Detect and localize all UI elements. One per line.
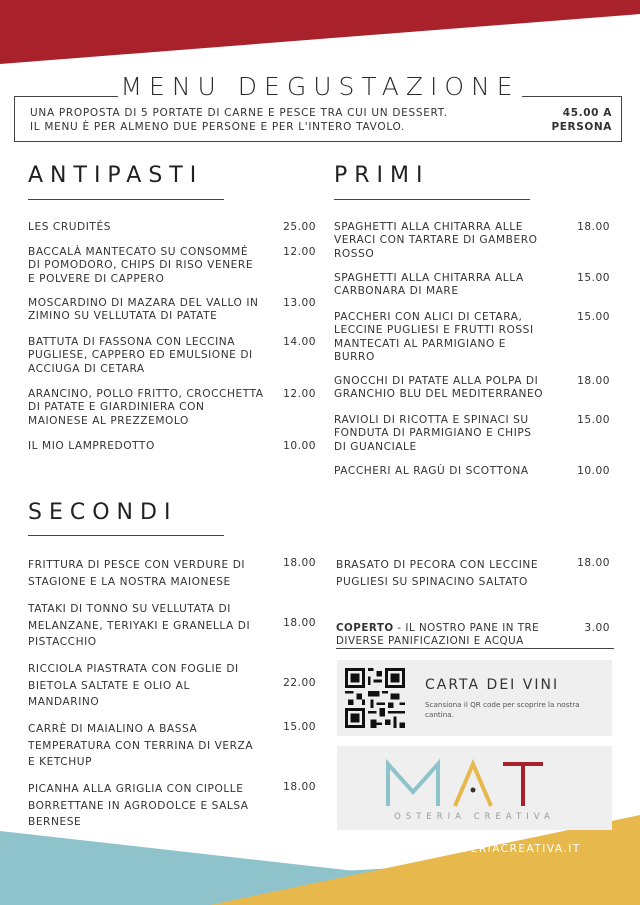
menu-item-price: 12.00 [283,246,316,258]
menu-item-line: BRASATO DI PECORA CON LECCINE [336,559,539,571]
menu-item-line: DI PATATE E GIARDINIERA CON [28,401,205,414]
menu-item-line: BACCALÀ MANTECATO SU CONSOMMÉ [28,246,249,258]
section-title-secondi: SECONDI [28,500,178,525]
menu-item-line: MELANZANE, TERIYAKI E GRANELLA DI [28,619,251,632]
menu-item [334,375,570,402]
website-link[interactable]: WWW.MATOSTERIACREATIVA.IT [379,843,581,855]
wine-list-title: CARTA DEI VINI [425,677,560,693]
menu-item-line: ZIMINO SU VELLUTATA DI PATATE [28,310,218,323]
coperto-rule [336,648,614,649]
menu-item-price: 18.00 [577,557,610,569]
intro-line-2: IL MENU È PER ALMENO DUE PERSONE E PER L'INTERO TAVOLO. [30,121,406,133]
menu-item-line: ARANCINO, POLLO FRITTO, CROCCHETTA [28,388,264,400]
menu-item-line: MAIONESE AL PREZZEMOLO [28,414,189,427]
coperto-line-2: DIVERSE PANIFICAZIONI E ACQUA [336,635,524,647]
menu-item-line: MOSCARDINO DI MAZARA DEL VALLO IN [28,297,259,309]
menu-item [334,272,570,299]
menu-item-price: 13.00 [283,297,316,309]
menu-item-line: VERACI CON TARTARE DI GAMBERO [334,234,538,247]
menu-item-line: PUGLIESI SU SPINACINO SALTATO [336,575,528,588]
menu-item [28,661,280,711]
wine-list-card[interactable] [337,660,612,736]
menu-item-line: E POLVERE DI CAPPERO [28,272,165,285]
coperto-line-1: - IL NOSTRO PANE IN TRE [393,622,540,634]
tasting-price-line-2: PERSONA [551,121,612,133]
wine-list-subtitle: Scansiona il QR code per scoprire la nostra cantina. [425,700,580,719]
menu-item-line: RICCIOLA PIASTRATA CON FOGLIE DI [28,663,239,675]
menu-item [334,465,570,478]
intro-text [30,106,500,134]
menu-item-line: MANTECATI AL PARMIGIANO E [334,337,507,350]
intro-box-top-left [14,96,118,97]
menu-item-line: DI GUANCIALE [334,440,417,453]
menu-item-line: CARBONARA DI MARE [334,285,459,298]
menu-item-price: 15.00 [283,721,316,733]
intro-line-1: UNA PROPOSTA DI 5 PORTATE DI CARNE E PESCE TRA CUI UN DESSERT. [30,107,448,119]
logo-tagline: OSTERIA CREATIVA [394,812,555,822]
menu-item [28,297,273,324]
menu-item-price: 12.00 [283,388,316,400]
secondi-rule [28,535,224,536]
menu-item-price: 22.00 [283,677,316,689]
menu-item-price: 18.00 [577,221,610,233]
menu-item-line: BURRO [334,351,375,364]
coperto-text [336,622,566,648]
menu-item [28,721,280,771]
section-title-primi: PRIMI [334,163,430,188]
menu-item [28,557,280,590]
menu-item-line: ACCIUGA DI CETARA [28,362,145,375]
menu-item [28,246,273,286]
menu-item-line: RAVIOLI DI RICOTTA E SPINACI SU [334,414,529,426]
menu-item-line: PICANHA ALLA GRIGLIA CON CIPOLLE [28,783,244,795]
menu-item [28,221,273,234]
menu-item [28,601,280,651]
tasting-price [542,106,612,134]
intro-box-top-right [522,96,622,97]
menu-item-price: 10.00 [577,465,610,477]
menu-item-line: PISTACCHIO [28,636,97,648]
menu-item-line: IL MIO LAMPREDOTTO [28,440,155,452]
menu-item-line: TATAKI DI TONNO SU VELLUTATA DI [28,603,231,615]
menu-item-price: 18.00 [283,557,316,569]
menu-item-price: 15.00 [577,414,610,426]
menu-item-price: 14.00 [283,336,316,348]
menu-item-line: CARRÈ DI MAIALINO A BASSA [28,723,198,735]
tasting-price-line-1: 45.00 A [562,107,612,119]
menu-item-line: ROSSO [334,247,375,260]
menu-item [334,311,570,365]
menu-item-price: 10.00 [283,440,316,452]
menu-item-line: BORRETTANE IN AGRODOLCE E SALSA [28,799,249,812]
menu-item-price: 15.00 [577,272,610,284]
menu-item-price: 15.00 [577,311,610,323]
coperto-price: 3.00 [584,622,610,634]
menu-item-line: E KETCHUP [28,756,93,768]
menu-item-line: LES CRUDITÉS [28,221,111,233]
menu-item-line: SPAGHETTI ALLA CHITARRA ALLA [334,272,524,284]
menu-item-line: PACCHERI CON ALICI DI CETARA, [334,311,523,323]
menu-item-line: PUGLIESE, CAPPERO ED EMULSIONE DI [28,349,253,362]
menu-item-line: GRANCHIO BLU DEL MEDITERRANEO [334,388,544,401]
menu-item [28,781,280,831]
antipasti-rule [28,199,224,200]
menu-item [334,221,570,261]
menu-item-price: 18.00 [577,375,610,387]
menu-item [334,414,570,454]
coperto-label: COPERTO [336,622,394,634]
menu-item-price: 18.00 [283,781,316,793]
section-title-antipasti: ANTIPASTI [28,163,204,188]
menu-item-line: STAGIONE E LA NOSTRA MAIONESE [28,575,231,588]
logo-card [337,746,612,830]
menu-item [28,388,273,428]
menu-item-line: TEMPERATURA CON TERRINA DI VERZA [28,739,254,752]
menu-item-line: FONDUTA DI PARMIGIANO E CHIPS [334,427,532,440]
menu-item-line: FRITTURA DI PESCE CON VERDURE DI [28,559,246,571]
menu-item-line: BIETOLA SALTATE E OLIO AL [28,679,190,692]
menu-item-line: BERNESE [28,816,82,828]
menu-item-line: PACCHERI AL RAGÙ DI SCOTTONA [334,465,529,477]
menu-item-line: DI POMODORO, CHIPS DI RISO VENERE [28,259,254,272]
menu-item [336,557,576,590]
menu-item-line: LECCINE PUGLIESI E FRUTTI ROSSI [334,324,534,337]
menu-item-price: 25.00 [283,221,316,233]
menu-item-line: BATTUTA DI FASSONA CON LECCINA [28,336,236,348]
qr-code-icon[interactable] [345,668,405,728]
menu-item [28,336,273,376]
menu-item-line: MANDARINO [28,696,100,708]
menu-item [28,440,273,453]
primi-rule [334,199,530,200]
menu-item-price: 18.00 [283,617,316,629]
top-red-band [0,0,640,70]
menu-title: MENU DEGUSTAZIONE [120,72,520,101]
menu-item-line: GNOCCHI DI PATATE ALLA POLPA DI [334,375,539,387]
menu-item-line: SPAGHETTI ALLA CHITARRA ALLE [334,221,523,233]
